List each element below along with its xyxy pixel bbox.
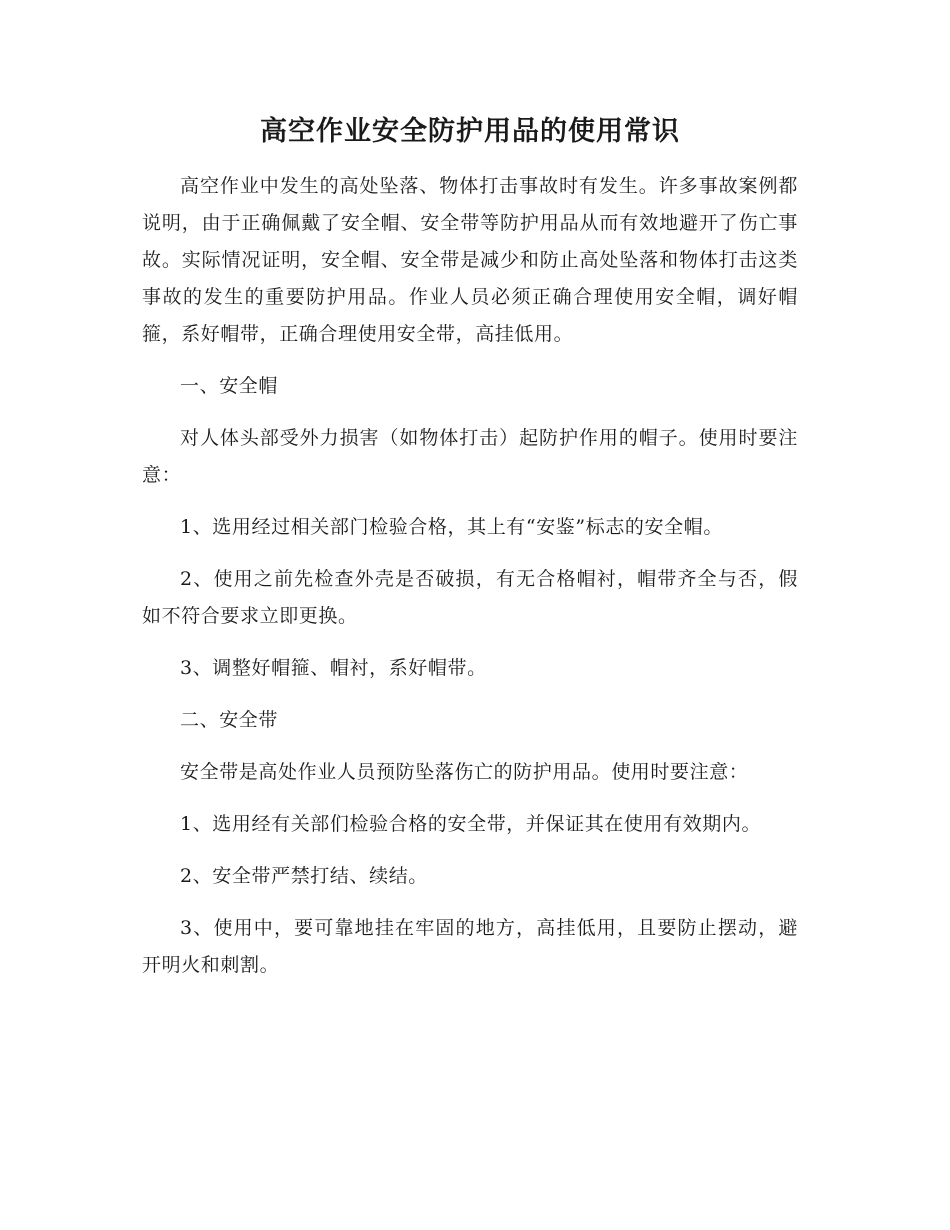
section-heading-helmet: 一、安全帽 — [180, 375, 279, 397]
section-heading-belt: 二、安全带 — [180, 709, 279, 731]
belt-item-3: 3、使用中，要可靠地挂在牢固的地方，高挂低用，且要防止摆动，避开明火和刺割。 — [142, 917, 798, 976]
helmet-item-2: 2、使用之前先检查外壳是否破损，有无合格帽衬，帽带齐全与否，假如不符合要求立即更换。 — [142, 568, 798, 627]
helmet-item-3: 3、调整好帽箍、帽衬，系好帽带。 — [180, 657, 487, 679]
document-title: 高空作业安全防护用品的使用常识 — [260, 116, 680, 147]
helmet-description: 对人体头部受外力损害（如物体打击）起防护作用的帽子。使用时要注意： — [142, 427, 798, 486]
helmet-item-1: 1、选用经过相关部门检验合格，其上有“安鉴”标志的安全帽。 — [180, 516, 723, 538]
belt-item-1: 1、选用经有关部们检验合格的安全带，并保证其在使用有效期内。 — [180, 813, 762, 835]
belt-item-2: 2、安全带严禁打结、续结。 — [180, 865, 428, 887]
document-page — [142, 110, 798, 999]
intro-paragraph: 高空作业中发生的高处坠落、物体打击事故时有发生。许多事故案例都说明，由于正确佩戴了安全帽、安全带等防护用品从而有效地避开了伤亡事故。实际情况证明，安全帽、安全带是减少和防止高处坠落和物体打击这类事故的发生的重要防护用品。作业人员必须正确合理使用安全帽，调好帽箍，系好帽带，正确合理使用安全带，高挂低用。 — [142, 175, 798, 345]
belt-description: 安全带是高处作业人员预防坠落伤亡的防护用品。使用时要注意： — [180, 761, 749, 783]
